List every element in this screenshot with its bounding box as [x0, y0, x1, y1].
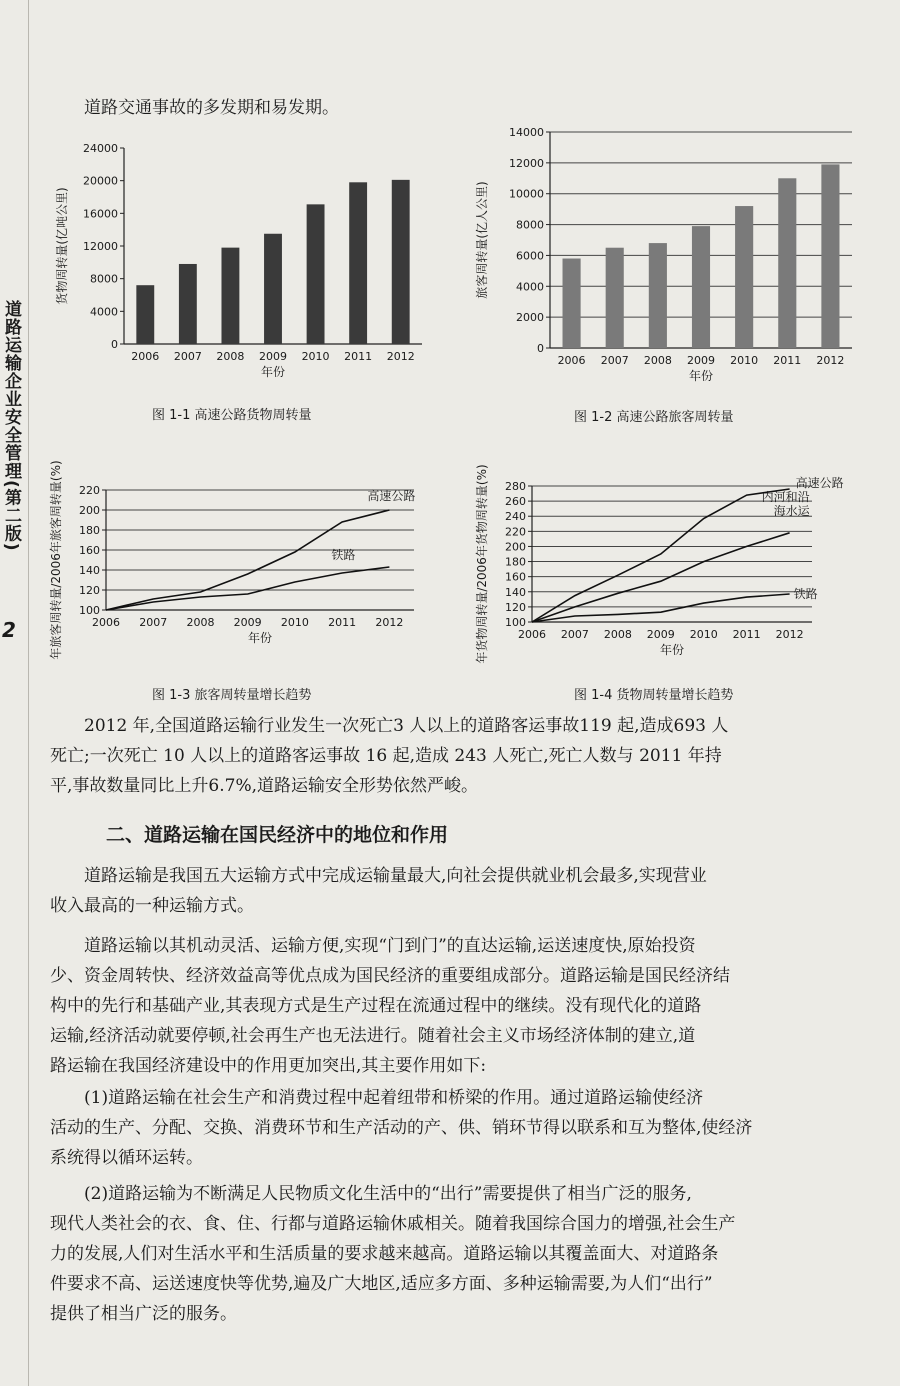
intro-line: 道路交通事故的多发期和易发期。 — [84, 98, 339, 118]
y-tick-label: 14000 — [509, 126, 544, 139]
x-tick-label: 2010 — [301, 350, 330, 363]
x-tick-label: 2010 — [689, 628, 718, 641]
series-label: 铁路 — [793, 587, 818, 602]
text-line: 力的发展,人们对生活水平和生活质量的要求越来越高。道路运输以其覆盖面大、对道路条 — [50, 1244, 719, 1264]
y-tick-label: 160 — [79, 544, 100, 557]
y-tick-label: 140 — [505, 585, 526, 599]
y-tick-label: 4000 — [90, 305, 118, 319]
section-heading: 二、道路运输在国民经济中的地位和作用 — [106, 824, 449, 846]
y-tick-label: 240 — [505, 510, 526, 524]
y-tick-label: 24000 — [83, 142, 118, 155]
x-tick-label: 2009 — [687, 354, 715, 367]
figure-1-3-line-chart — [44, 432, 464, 672]
x-tick-label: 2009 — [646, 628, 675, 641]
y-tick-label: 180 — [505, 555, 526, 569]
y-tick-label: 20000 — [83, 174, 118, 188]
x-axis-label: 年份 — [688, 369, 714, 383]
text-line: 路运输在我国经济建设中的作用更加突出,其主要作用如下: — [50, 1056, 487, 1076]
text-line: 平,事故数量同比上升6.7%,道路运输安全形势依然严峻。 — [50, 776, 478, 796]
text-line: (1)道路运输在社会生产和消费过程中起着纽带和桥梁的作用。通过道路运输使经济 — [84, 1088, 704, 1108]
y-tick-label: 280 — [505, 480, 526, 493]
x-axis-label: 年份 — [260, 365, 286, 379]
bar — [349, 182, 367, 344]
y-tick-label: 160 — [505, 570, 526, 584]
x-tick-label: 2008 — [216, 350, 245, 363]
text-line: 现代人类社会的衣、食、住、行都与道路运输休戚相关。随着我国综合国力的增强,社会生产 — [50, 1214, 736, 1234]
bar — [692, 226, 710, 348]
bar — [392, 180, 410, 344]
x-tick-label: 2006 — [131, 350, 160, 363]
x-tick-label: 2007 — [600, 354, 629, 367]
series-label: 高速公路 — [367, 489, 416, 503]
x-axis-label: 年份 — [659, 643, 685, 657]
y-tick-label: 120 — [79, 584, 100, 597]
x-tick-label: 2009 — [259, 350, 287, 363]
figure-1-4-line-chart — [470, 432, 890, 672]
bar — [563, 259, 581, 348]
y-tick-label: 4000 — [516, 280, 544, 294]
y-tick-label: 140 — [79, 564, 100, 577]
x-tick-label: 2006 — [92, 616, 120, 629]
text-line: 提供了相当广泛的服务。 — [50, 1304, 237, 1324]
x-tick-label: 2010 — [730, 354, 759, 367]
text-line: 道路运输以其机动灵活、运输方便,实现“门到门”的直达运输,运送速度快,原始投资 — [84, 936, 696, 956]
y-tick-label: 12000 — [83, 240, 118, 253]
y-tick-label: 200 — [79, 504, 100, 517]
x-tick-label: 2006 — [518, 628, 546, 641]
y-tick-label: 8000 — [516, 218, 544, 232]
bar — [221, 248, 239, 344]
text-line: 道路运输是我国五大运输方式中完成运输量最大,向社会提供就业机会最多,实现营业 — [84, 866, 707, 886]
y-tick-label: 200 — [505, 540, 526, 554]
y-tick-label: 260 — [505, 495, 526, 509]
text-line: 运输,经济活动就要停顿,社会再生产也无法进行。随着社会主义市场经济体制的建立,道 — [50, 1026, 696, 1046]
series-line — [532, 489, 790, 622]
text-line: 2012 年,全国道路运输行业发生一次死亡3 人以上的道路客运事故119 起,造成693 人 — [84, 716, 729, 736]
x-axis-label: 年份 — [247, 631, 273, 645]
y-axis-label: 年货物周转量/2006年货物周转量(%) — [475, 464, 489, 664]
y-tick-label: 100 — [505, 616, 526, 629]
x-tick-label: 2012 — [816, 354, 845, 367]
x-tick-label: 2012 — [386, 350, 415, 363]
bar — [821, 164, 839, 348]
bar — [606, 248, 624, 348]
series-label: 铁路 — [331, 548, 356, 562]
text-line: 死亡;一次死亡 10 人以上的道路客运事故 16 起,造成 243 人死亡,死亡人数与 2011 年持 — [50, 746, 722, 766]
bar — [778, 178, 796, 348]
x-tick-label: 2008 — [186, 616, 215, 629]
x-tick-label: 2011 — [732, 628, 761, 641]
text-line: 收入最高的一种运输方式。 — [50, 896, 254, 916]
y-axis-label: 货物周转量(亿吨公里) — [55, 187, 69, 305]
bar — [649, 243, 667, 348]
x-tick-label: 2009 — [233, 616, 262, 629]
y-tick-label: 180 — [79, 524, 100, 537]
series-label: 高速公路 — [795, 476, 844, 491]
running-book-title: 道路运输企业安全管理(第二版) — [1, 300, 21, 552]
y-tick-label: 0 — [111, 338, 118, 351]
x-tick-label: 2007 — [173, 350, 202, 363]
page-number: 2 — [2, 618, 16, 642]
x-tick-label: 2012 — [375, 616, 404, 629]
x-tick-label: 2011 — [344, 350, 373, 363]
y-axis-label: 年旅客周转量/2006年旅客周转量(%) — [49, 460, 63, 660]
text-line: (2)道路运输为不断满足人民物质文化生活中的“出行”需要提供了相当广泛的服务, — [84, 1184, 692, 1204]
bar — [307, 204, 325, 344]
bar — [735, 206, 753, 348]
y-tick-label: 10000 — [509, 187, 544, 201]
figure-1-2-caption: 图 1-2 高速公路旅客周转量 — [574, 410, 734, 425]
text-line: 少、资金周转快、经济效益高等优点成为国民经济的重要组成部分。道路运输是国民经济结 — [50, 966, 730, 986]
x-tick-label: 2006 — [557, 354, 586, 367]
y-tick-label: 0 — [537, 342, 544, 355]
bar — [179, 264, 197, 344]
figure-1-1-bar-chart — [50, 138, 440, 386]
series-label: 内河和沿海水运 — [761, 489, 810, 518]
y-tick-label: 12000 — [509, 156, 544, 170]
figure-1-2-bar-chart — [470, 122, 870, 392]
book-spine-margin — [0, 0, 29, 1386]
figure-1-3-caption: 图 1-3 旅客周转量增长趋势 — [152, 688, 312, 703]
y-tick-label: 6000 — [516, 249, 544, 263]
x-tick-label: 2007 — [139, 616, 168, 629]
y-tick-label: 100 — [79, 604, 100, 617]
x-tick-label: 2008 — [643, 354, 672, 367]
y-tick-label: 220 — [79, 484, 100, 497]
y-tick-label: 2000 — [516, 311, 544, 325]
text-line: 件要求不高、运送速度快等优势,遍及广大地区,适应多方面、多种运输需要,为人们“出行” — [50, 1274, 713, 1294]
bar — [264, 234, 282, 344]
x-tick-label: 2010 — [280, 616, 309, 629]
bar — [136, 285, 154, 344]
text-line: 系统得以循环运转。 — [50, 1148, 203, 1168]
y-tick-label: 16000 — [83, 207, 118, 221]
text-line: 活动的生产、分配、交换、消费环节和生产活动的产、供、销环节得以联系和互为整体,使经济 — [50, 1118, 753, 1138]
x-tick-label: 2012 — [775, 628, 804, 641]
y-tick-label: 220 — [505, 525, 526, 539]
figure-1-1-caption: 图 1-1 高速公路货物周转量 — [152, 408, 312, 423]
x-tick-label: 2011 — [773, 354, 802, 367]
x-tick-label: 2007 — [560, 628, 589, 641]
text-line: 构中的先行和基础产业,其表现方式是生产过程在流通过程中的继续。没有现代化的道路 — [50, 996, 702, 1016]
y-axis-label: 旅客周转量(亿人公里) — [475, 181, 489, 299]
figure-1-4-caption: 图 1-4 货物周转量增长趋势 — [574, 688, 734, 703]
x-tick-label: 2011 — [328, 616, 357, 629]
x-tick-label: 2008 — [603, 628, 632, 641]
y-tick-label: 8000 — [90, 272, 118, 286]
y-tick-label: 120 — [505, 600, 526, 614]
